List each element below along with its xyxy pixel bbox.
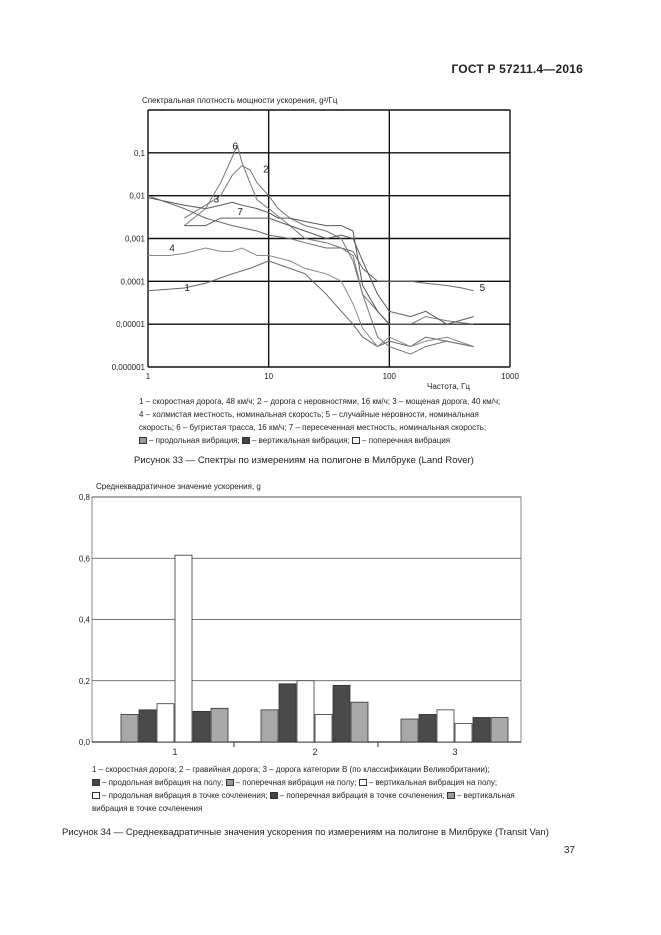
- fig33-y-tick-label: 0,1: [133, 148, 145, 158]
- fig34-legend-line: 1 – скоростная дорога; 2 – гравийная дорога; 3 – дорога категории B (по классификации Великобритании);: [92, 765, 490, 774]
- fig34-y-tick-label: 0,6: [78, 554, 90, 564]
- fig33-y-axis-title: Спектральная плотность мощности ускорения, g²/Гц: [142, 96, 338, 105]
- fig33-y-tick-label: 0,000001: [111, 363, 145, 372]
- fig33-series-label: 6: [232, 141, 238, 153]
- fig33-series-label: 4: [169, 243, 175, 255]
- fig34-bar: [175, 555, 192, 742]
- fig33-series-label: 2: [263, 164, 269, 176]
- fig33-x-tick-label: 1000: [501, 372, 519, 381]
- fig33-legend-line: скорость; 6 – бугристая трасса, 16 км/ч; 7 – пересеченная местность, номинальная скорость;: [139, 423, 487, 432]
- legend-label: – поперечная вибрация на полу;: [235, 778, 357, 787]
- fig34-bar: [401, 719, 418, 742]
- fig34-bar: [279, 684, 296, 742]
- legend-label: – поперечная вибрация: [362, 436, 451, 445]
- fig33-legend-line: 4 – холмистая местность, номинальная скорость; 5 – случайные неровности, номинальная: [139, 410, 479, 419]
- fig33-x-tick-label: 1: [145, 372, 151, 381]
- fig34-bar: [437, 710, 454, 742]
- fig34-bar: [473, 718, 490, 743]
- dark-gray-swatch-icon: [270, 792, 278, 799]
- fig34-legend: [92, 763, 515, 815]
- fig33-y-tick-label: 0,01: [129, 191, 145, 201]
- fig33-series-label: 1: [184, 282, 190, 294]
- legend-label: – вертикальная вибрация;: [251, 436, 350, 445]
- fig34-bar: [351, 702, 368, 742]
- fig33-legend-line: 1 – скоростная дорога, 48 км/ч; 2 – дорога с неровностями, 16 км/ч; 3 – мощеная дорога, 40 км/ч;: [139, 397, 501, 406]
- fig34-category-label: 1: [172, 747, 178, 757]
- fig33-series-label: 7: [237, 207, 243, 219]
- fig34-y-tick-label: 0,4: [78, 615, 90, 625]
- legend-label: – продольная вибрация на полу;: [102, 778, 224, 787]
- fig33-series-label: 3: [213, 194, 220, 206]
- fig34-category-label: 3: [452, 747, 458, 757]
- fig34-legend-line: вибрация в точке сочленения: [92, 804, 203, 813]
- fig34-bar: [419, 714, 436, 742]
- fig34-bar: [455, 724, 472, 742]
- fig34-bar: [297, 681, 314, 742]
- standard-header: ГОСТ Р 57211.4—2016: [451, 62, 583, 76]
- fig34-bar: [211, 708, 228, 742]
- fig34-bar: [121, 714, 138, 742]
- fig33-series-label: 5: [479, 282, 486, 294]
- legend-label: – продольная вибрация в точке сочленения;: [102, 791, 268, 800]
- light-gray-swatch-icon: [226, 779, 234, 786]
- fig34-bar: [491, 718, 508, 743]
- page-number: 37: [563, 845, 575, 856]
- legend-label: – вертикальная: [456, 791, 515, 800]
- legend-label: – продольная вибрация;: [149, 436, 240, 445]
- fig34-bar: [315, 714, 332, 742]
- fig34-y-tick-label: 0,0: [78, 738, 90, 747]
- fig33-x-tick-label: 100: [382, 372, 397, 381]
- fig34-bar: [157, 704, 174, 742]
- legend-label: – вертикальная вибрация на полу;: [368, 778, 498, 787]
- fig33-caption: Рисунок 33 — Спектры по измерениям на полигоне в Милбруке (Land Rover): [134, 455, 474, 466]
- fig33-y-tick-label: 0,00001: [116, 320, 145, 330]
- legend-label: – поперечная вибрация в точке сочленения;: [279, 791, 445, 800]
- fig34-bar: [261, 710, 278, 742]
- fig34-y-tick-label: 0,2: [78, 676, 90, 686]
- fig33-x-axis-title: Частота, Гц: [427, 382, 471, 391]
- fig34-caption: Рисунок 34 — Среднеквадратичные значения ускорения по измерениям на полигоне в Милбруке (Transit Van): [62, 827, 549, 838]
- fig34-category-label: 2: [312, 747, 318, 757]
- light-gray-swatch-icon: [447, 792, 455, 799]
- fig34-bar: [139, 710, 156, 742]
- dark-gray-swatch-icon: [92, 779, 100, 786]
- white-swatch-icon: [359, 779, 367, 786]
- fig34-bar: [333, 685, 350, 742]
- fig34-legend-row: [92, 789, 515, 802]
- fig34-y-axis-title: Среднеквадратичное значение ускорения, g: [96, 482, 261, 491]
- fig33-y-tick-label: 0,001: [124, 234, 145, 244]
- white-swatch-icon: [92, 792, 100, 799]
- fig34-bar: [193, 711, 210, 742]
- fig34-legend-row: [92, 776, 515, 789]
- fig34-y-tick-label: 0,8: [78, 493, 90, 502]
- fig33-y-tick-label: 0,0001: [120, 277, 145, 287]
- fig33-x-tick-label: 10: [264, 372, 274, 381]
